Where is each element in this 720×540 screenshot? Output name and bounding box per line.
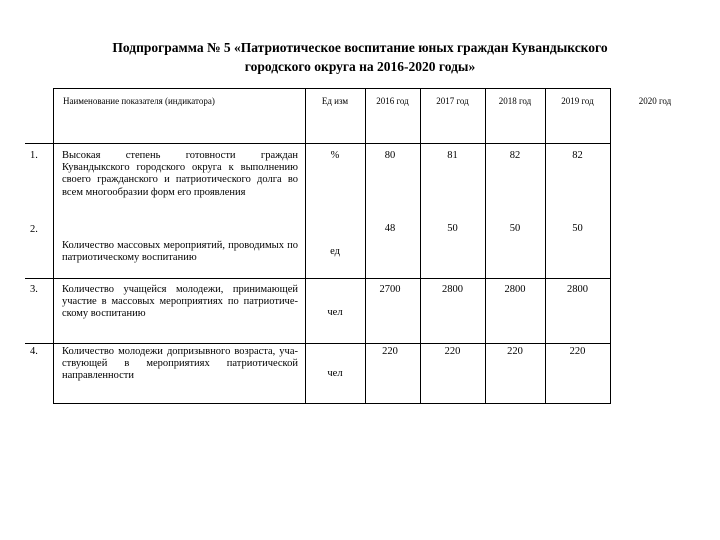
table-border-bottom — [53, 403, 610, 404]
column-separator — [610, 88, 611, 404]
row-value-2017: 50 — [447, 223, 458, 234]
row-unit: чел — [327, 368, 343, 379]
row-separator — [25, 278, 610, 279]
row-value-2016: 80 — [384, 150, 396, 161]
row-value-2018: 50 — [509, 223, 521, 234]
row-value-2019: 2800 — [567, 284, 588, 295]
row-value-2016: 48 — [384, 223, 396, 234]
row-value-2018: 220 — [507, 346, 523, 357]
header-indicator: Наименование показателя (индикатора) — [63, 96, 215, 106]
row-indicator-name: Количество молодежи допризывного возраста, уча-ствующей в мероприятиях патриотической направленности — [62, 346, 298, 382]
header-unit: Ед изм — [321, 96, 349, 106]
row-indicator-name: Высокая степень готовности граждан Кувандыкского городского округа к выполнению своего гражданского и патриотического долга во всем многообразии форм его проявления — [62, 150, 298, 198]
row-number: 1. — [30, 150, 38, 161]
row-separator — [25, 343, 610, 344]
row-value-2017: 2800 — [442, 284, 463, 295]
row-value-2017: 81 — [447, 150, 458, 161]
header-year-2016: 2016 год — [376, 96, 409, 106]
row-value-2018: 2800 — [504, 284, 526, 295]
row-unit: чел — [327, 307, 343, 318]
title-line-1: Подпрограмма № 5 «Патриотическое воспитание юных граждан Кувандыкского — [112, 40, 608, 55]
row-value-2018: 82 — [509, 150, 521, 161]
table-border-top — [53, 88, 610, 89]
header-year-2018: 2018 год — [498, 96, 532, 106]
header-year-2020: 2020 год — [638, 96, 672, 106]
row-value-2016: 2700 — [379, 284, 401, 295]
row-value-2017: 220 — [444, 346, 461, 357]
row-indicator-name: Количество массовых мероприятий, проводимых по патриотическому воспитанию — [62, 240, 298, 264]
header-year-2017: 2017 год — [436, 96, 469, 106]
row-indicator-name: Количество учащейся молодежи, принимающей участие в массовых мероприятиях по патриотиче-скому воспитанию — [62, 284, 298, 320]
row-value-2019: 82 — [572, 150, 583, 161]
row-number: 4. — [30, 346, 38, 357]
row-value-2016: 220 — [382, 346, 398, 357]
row-unit: % — [330, 150, 340, 161]
row-value-2019: 50 — [572, 223, 583, 234]
row-number: 2. — [30, 224, 38, 235]
table-header-separator — [25, 143, 610, 144]
title-line-2: городского округа на 2016-2020 годы» — [244, 59, 476, 74]
row-unit: ед — [330, 246, 340, 257]
column-separator — [53, 88, 54, 404]
header-year-2019: 2019 год — [561, 96, 594, 106]
row-number: 3. — [30, 284, 38, 295]
row-value-2019: 220 — [569, 346, 586, 357]
